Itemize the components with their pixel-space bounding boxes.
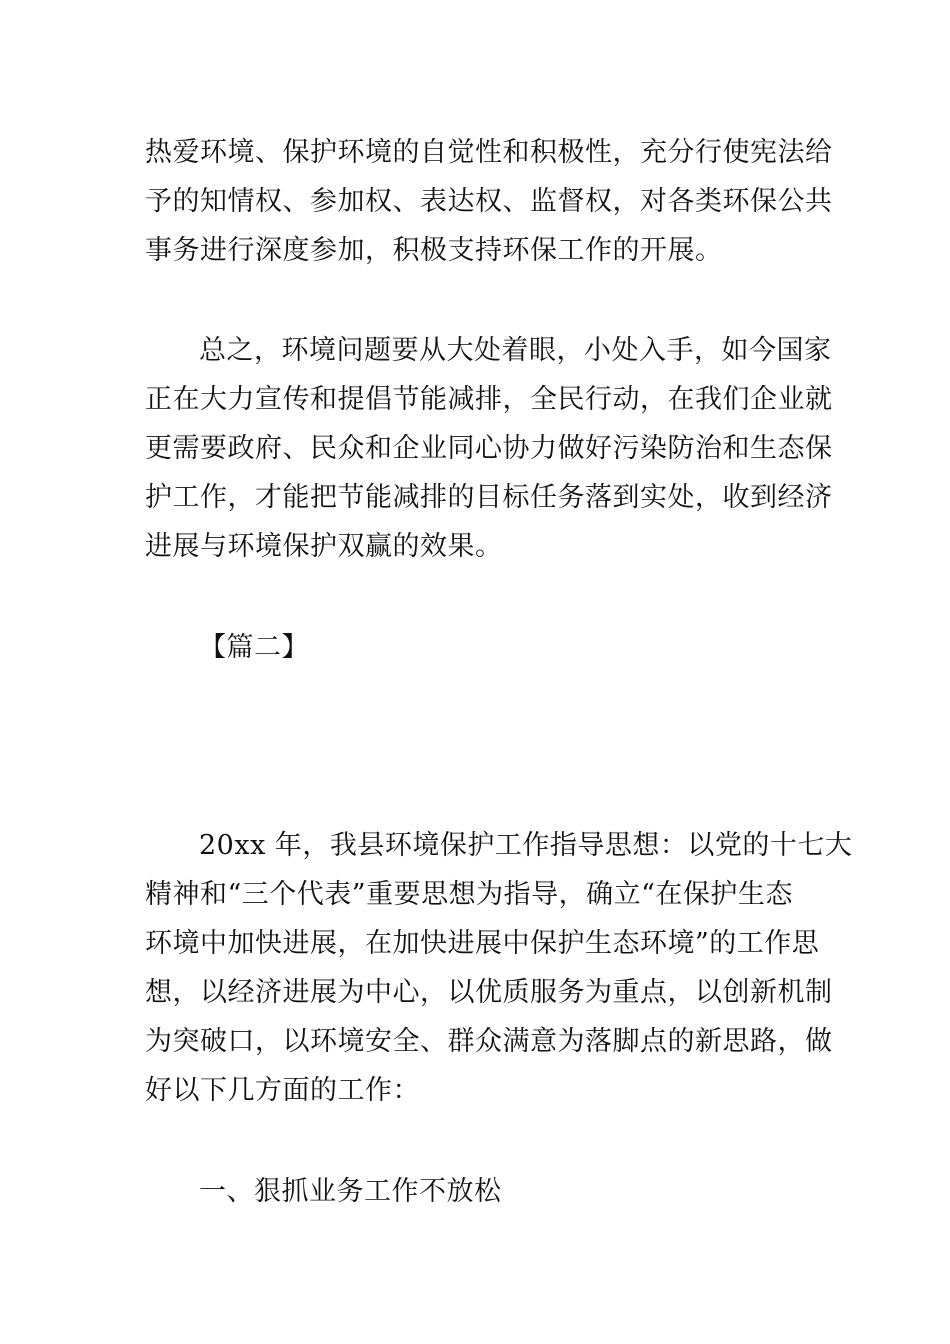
paragraph-line: 进展与环境保护双赢的效果。 bbox=[145, 531, 503, 562]
paragraph-line: 20xx 年，我县环境保护工作指导思想：以党的十七大 bbox=[199, 830, 853, 861]
paragraph-line: 正在大力宣传和提倡节能减排，全民行动，在我们企业就 bbox=[145, 384, 833, 415]
paragraph-line: 精神和“三个代表”重要思想为指导，确立“在保护生态 bbox=[145, 879, 793, 910]
paragraph-line: 想，以经济进展为中心，以优质服务为重点，以创新机制 bbox=[145, 977, 833, 1008]
paragraph-line: 好以下几方面的工作： bbox=[145, 1075, 420, 1106]
paragraph-line: 予的知情权、参加权、表达权、监督权，对各类环保公共 bbox=[145, 186, 833, 217]
paragraph-line: 热爱环境、保护环境的自觉性和积极性，充分行使宪法给 bbox=[145, 137, 833, 168]
paragraph-line: 事务进行深度参加，积极支持环保工作的开展。 bbox=[145, 235, 723, 266]
paragraph-line: 总之，环境问题要从大处着眼，小处入手，如今国家 bbox=[199, 335, 832, 366]
paragraph-line: 环境中加快进展，在加快进展中保护生态环境”的工作思 bbox=[145, 928, 820, 959]
subheading: 一、狠抓业务工作不放松 bbox=[199, 1176, 502, 1207]
paragraph-line: 为突破口，以环境安全、群众满意为落脚点的新思路，做 bbox=[145, 1026, 833, 1057]
section-heading: 【篇二】 bbox=[199, 632, 309, 663]
paragraph-line: 护工作，才能把节能减排的目标任务落到实处，收到经济 bbox=[145, 482, 833, 513]
paragraph-line: 更需要政府、民众和企业同心协力做好污染防治和生态保 bbox=[145, 433, 833, 464]
